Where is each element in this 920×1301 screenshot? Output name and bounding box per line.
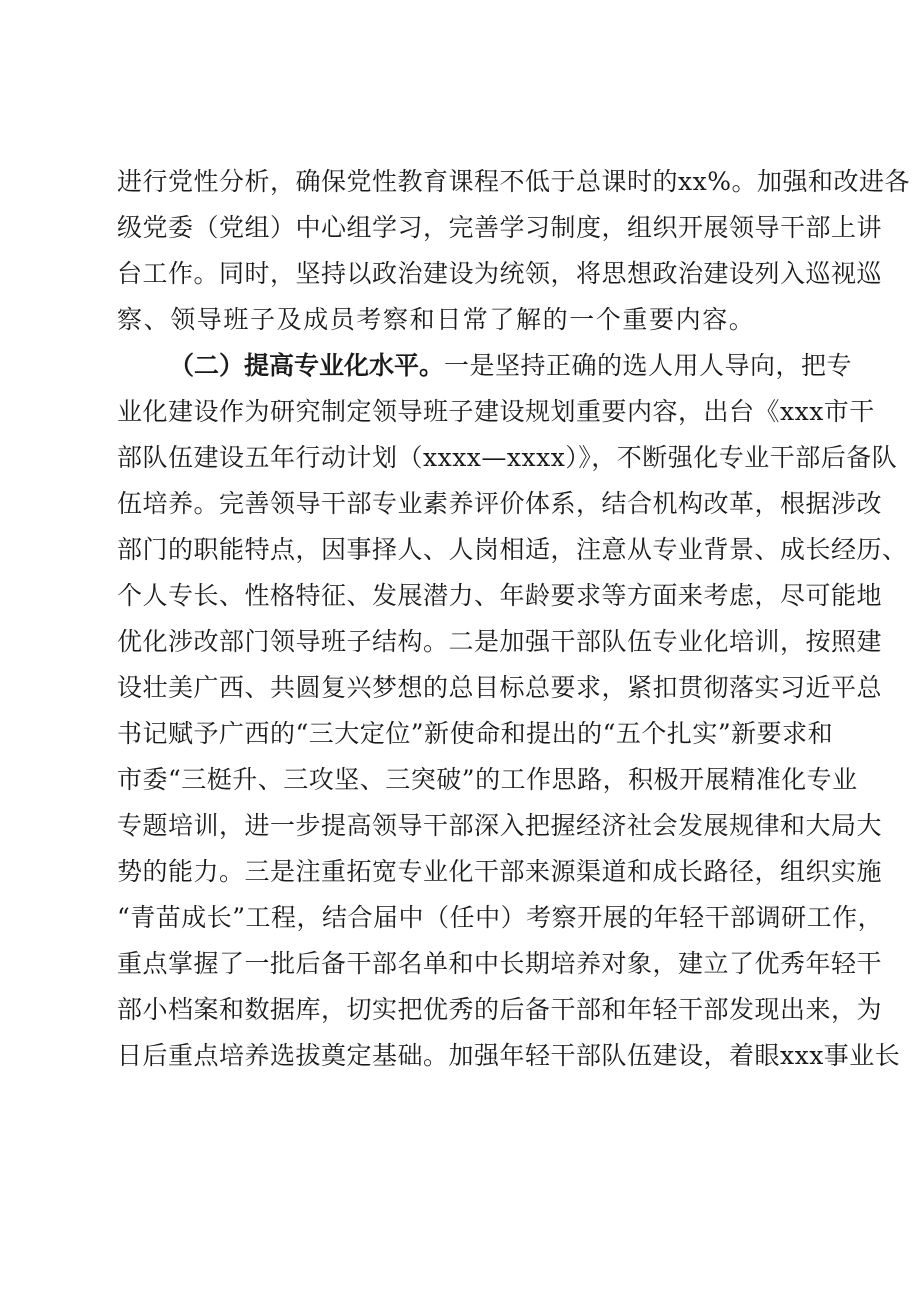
document-page [117, 159, 910, 1079]
text-line [117, 1033, 901, 1079]
text-line [117, 343, 853, 389]
line-text: 部小档案和数据库，切实把优秀的后备干部和年轻干部发现出来，为 [117, 995, 883, 1024]
line-text: 势的能力。三是注重拓宽专业化干部来源渠道和成长路径，组织实施 [117, 857, 883, 886]
text-line [117, 573, 883, 619]
text-line [117, 987, 883, 1033]
text-line [117, 481, 883, 527]
text-line [117, 297, 813, 343]
text-line [117, 435, 898, 481]
line-text: 书记赋予广西的“三大定位”新使命和提出的“五个扎实”新要求和 [117, 719, 834, 748]
text-line [117, 251, 883, 297]
line-text: 察、领导班子及成员考察和日常了解的一个重要内容。 [117, 305, 756, 334]
paragraph-1 [117, 159, 910, 343]
text-line [117, 619, 883, 665]
line-text: 专题培训，进一步提高领导干部深入把握经济社会发展规律和大局大 [117, 811, 883, 840]
line-text: 日后重点培养选拔奠定基础。加强年轻干部队伍建设，着眼xxx事业长 [117, 1041, 901, 1070]
line-text: 业化建设作为研究制定领导班子建设规划重要内容，出台《xxx市干 [117, 397, 875, 426]
text-line [117, 527, 908, 573]
text-line [117, 665, 883, 711]
line-text: 进行党性分析，确保党性教育课程不低于总课时的xx%。加强和改进各 [117, 167, 910, 196]
section-heading: （二）提高专业化水平。 [169, 351, 445, 380]
text-line [117, 159, 910, 205]
paragraph-2 [117, 343, 908, 1079]
line-text: 台工作。同时，坚持以政治建设为统领，将思想政治建设列入巡视巡 [117, 259, 883, 288]
line-text: 市委“三梃升、三攻坚、三突破”的工作思路，积极开展精准化专业 [117, 765, 858, 794]
text-line [117, 205, 883, 251]
line-text: 级党委（党组）中心组学习，完善学习制度，组织开展领导干部上讲 [117, 213, 883, 242]
text-line [117, 895, 884, 941]
text-line [117, 389, 875, 435]
line-text: 一是坚持正确的选人用人导向，把专 [444, 351, 853, 380]
line-text: 设壮美广西、共圆复兴梦想的总目标总要求，紧扣贯彻落实习近平总 [117, 673, 883, 702]
line-text: 重点掌握了一批后备干部名单和中长期培养对象，建立了优秀年轻干 [117, 949, 883, 978]
text-line [117, 757, 858, 803]
text-line [117, 941, 883, 987]
line-text: 优化涉改部门领导班子结构。二是加强干部队伍专业化培训，按照建 [117, 627, 883, 656]
text-line [117, 711, 834, 757]
text-line [117, 849, 883, 895]
line-text: 部门的职能特点，因事择人、人岗相适，注意从专业背景、成长经历、 [117, 535, 908, 564]
text-line [117, 803, 883, 849]
line-text: 个人专长、性格特征、发展潜力、年龄要求等方面来考虑，尽可能地 [117, 581, 883, 610]
line-text: “青苗成长”工程，结合届中（任中）考察开展的年轻干部调研工作， [117, 903, 884, 932]
line-text: 伍培养。完善领导干部专业素养评价体系，结合机构改革，根据涉改 [117, 489, 883, 518]
line-text: 部队伍建设五年行动计划（xxxx—xxxx）》，不断强化专业干部后备队 [117, 443, 898, 472]
